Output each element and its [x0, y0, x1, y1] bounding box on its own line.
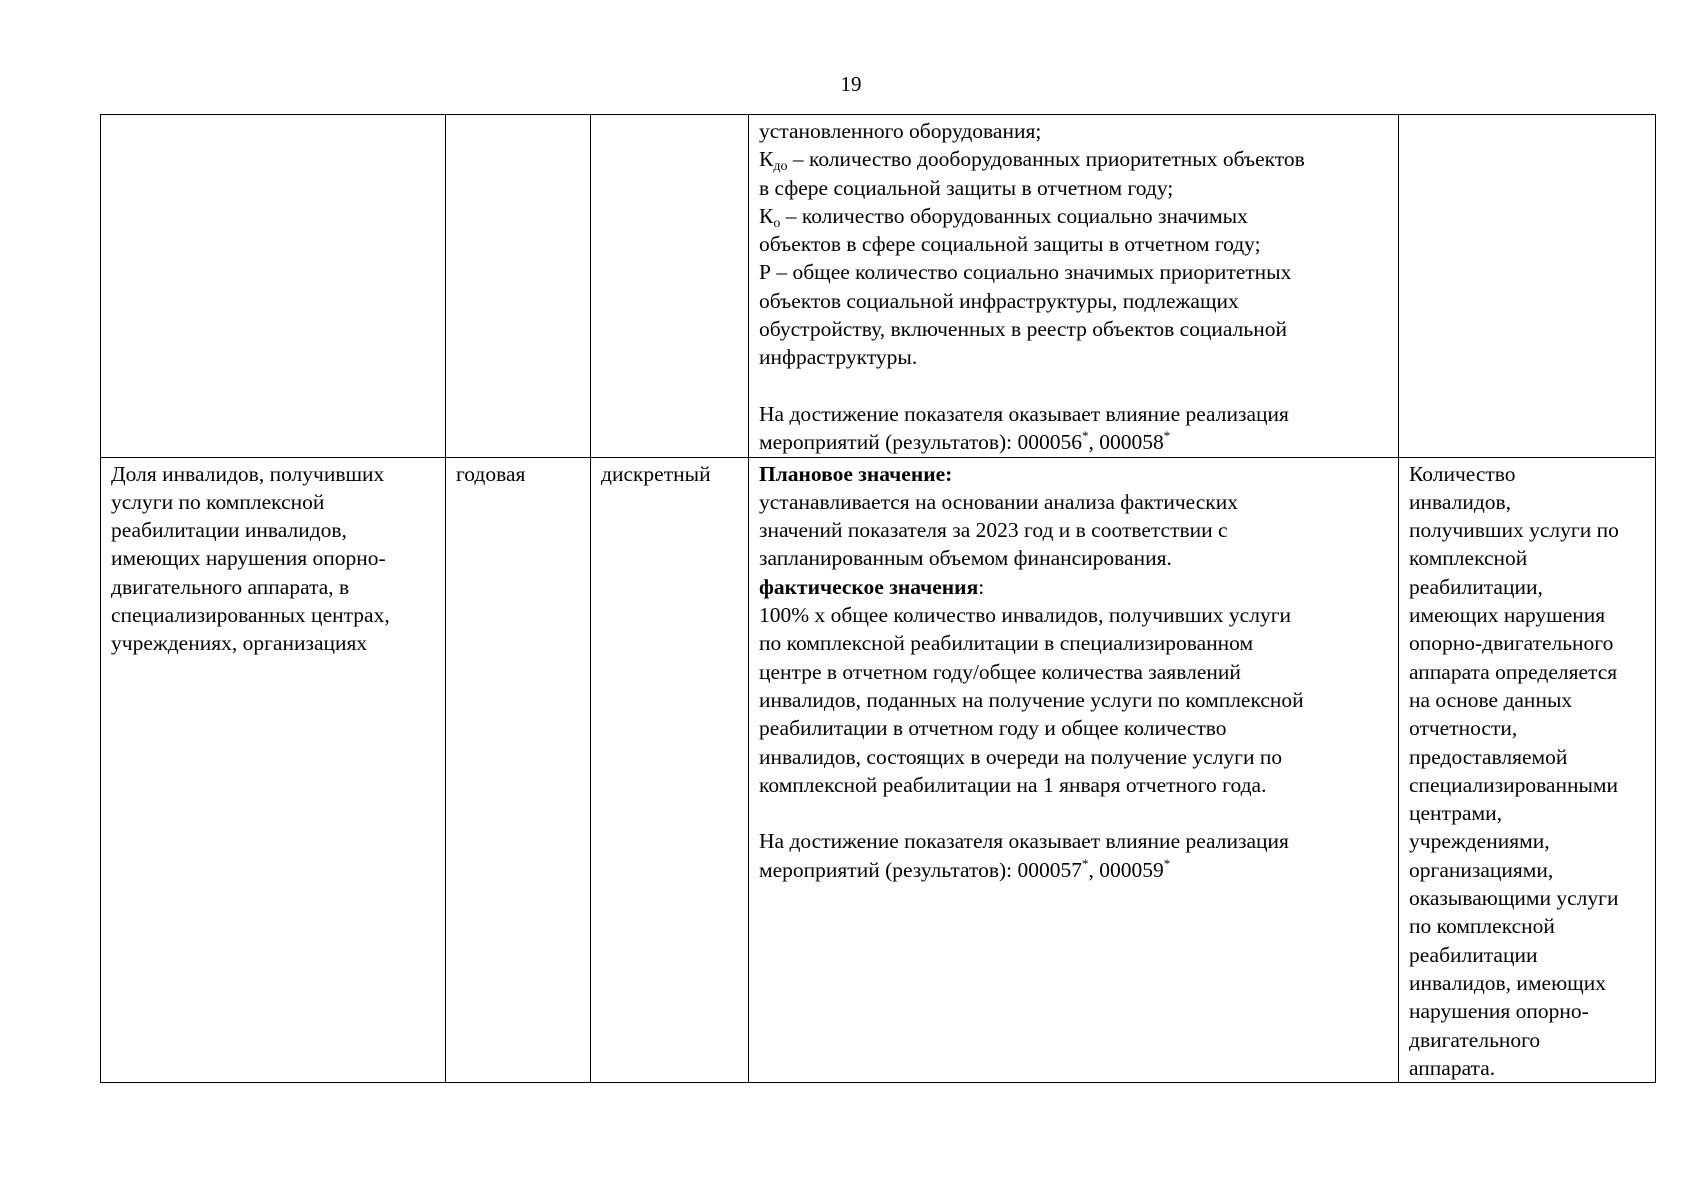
text-line: отчетности, — [1409, 716, 1518, 741]
text-line: комплексной реабилитации на 1 января отчетного года. — [759, 772, 1267, 797]
text-line: центрами, — [1409, 801, 1502, 826]
periodicity-cell — [446, 115, 591, 458]
source-cell — [1399, 457, 1656, 1083]
text-line: установленного оборудования; — [759, 119, 1042, 143]
text-line: объектов социальной инфраструктуры, подлежащих — [759, 288, 1239, 313]
text-line: реабилитации инвалидов, — [111, 518, 347, 543]
source-cell — [1399, 115, 1656, 458]
text-line: услуги по комплексной — [111, 489, 325, 514]
text-line: центре в отчетном году/общее количества заявлений — [759, 659, 1241, 684]
periodicity-cell — [446, 457, 591, 1083]
text-line: объектов в сфере социальной защиты в отчетном году; — [759, 232, 1261, 257]
text-line: аппарата. — [1409, 1055, 1496, 1080]
text-line: комплексной — [1409, 546, 1528, 571]
text-line: нарушения опорно- — [1409, 999, 1589, 1024]
method-cell — [749, 457, 1399, 1083]
text-line: 100% х общее количество инвалидов, получивших услуги — [759, 603, 1292, 628]
text-line: инфраструктуры. — [759, 345, 918, 370]
text-line: по комплексной — [1409, 914, 1555, 939]
text-line: специализированных центрах, — [111, 603, 390, 628]
text-line: реабилитации — [1409, 942, 1538, 967]
text-line: в сфере социальной защиты в отчетном году; — [759, 175, 1174, 200]
text-line: имеющих нарушения опорно- — [111, 546, 386, 571]
text-line: инвалидов, состоящих в очереди на получение услуги по — [759, 744, 1283, 769]
text-line: На достижение показателя оказывает влияние реализация — [759, 829, 1289, 854]
text-line: устанавливается на основании анализа фактических — [759, 489, 1238, 514]
text-line: На достижение показателя оказывает влияние реализация — [759, 401, 1289, 426]
periodicity-value: годовая — [456, 461, 526, 486]
method-cell — [749, 115, 1399, 458]
table-row — [101, 115, 1656, 458]
text-line: обустройству, включенных в реестр объектов социальной — [759, 317, 1287, 342]
fact-heading: фактическое значения: — [759, 574, 985, 599]
page-number: 19 — [840, 72, 862, 96]
text-line: учреждениях, организациях — [111, 631, 368, 656]
indicator-cell — [101, 457, 446, 1083]
text-line: инвалидов, имеющих — [1409, 970, 1606, 995]
text-line: $К_о$ – количество оборудованных социально значимых — [759, 203, 1248, 231]
text-line: двигательного — [1409, 1027, 1541, 1052]
indicator-table — [100, 114, 1656, 1083]
text-line: инвалидов, поданных на получение услуги по комплексной — [759, 687, 1304, 712]
text-line: учреждениями, — [1409, 829, 1550, 854]
text-line: опорно-двигательного — [1409, 631, 1614, 656]
text-line: инвалидов, — [1409, 489, 1512, 514]
table-row — [101, 457, 1656, 1083]
text-line: Доля инвалидов, получивших — [111, 461, 385, 486]
text-line: оказывающими услуги — [1409, 886, 1619, 911]
text-line: получивших услуги по — [1409, 518, 1619, 543]
text-line: мероприятий (результатов): 000056*, 000058* — [759, 428, 1171, 455]
type-value: дискретный — [601, 461, 711, 486]
text-line: аппарата определяется — [1409, 659, 1618, 684]
type-cell — [591, 457, 749, 1083]
indicator-cell — [101, 115, 446, 458]
text-line: реабилитации в отчетном году и общее количество — [759, 716, 1227, 741]
text-line: двигательного аппарата, в — [111, 574, 350, 599]
text-line: Количество — [1409, 461, 1516, 486]
text-line: Р – общее количество социально значимых приоритетных — [759, 260, 1292, 285]
text-line: $К_{до}$ – количество дооборудованных приоритетных объектов — [759, 147, 1305, 175]
text-line: по комплексной реабилитации в специализированном — [759, 631, 1254, 656]
text-line: реабилитации, — [1409, 574, 1543, 599]
text-line: на основе данных — [1409, 687, 1573, 712]
text-line: запланированным объемом финансирования. — [759, 546, 1172, 571]
text-line: предоставляемой — [1409, 744, 1568, 769]
type-cell — [591, 115, 749, 458]
text-line: организациями, — [1409, 857, 1554, 882]
plan-heading: Плановое значение: — [759, 461, 953, 486]
text-line: мероприятий (результатов): 000057*, 000059* — [759, 855, 1171, 882]
text-line: значений показателя за 2023 год и в соответствии с — [759, 518, 1228, 543]
text-line: имеющих нарушения — [1409, 603, 1606, 628]
text-line: специализированными — [1409, 772, 1619, 797]
